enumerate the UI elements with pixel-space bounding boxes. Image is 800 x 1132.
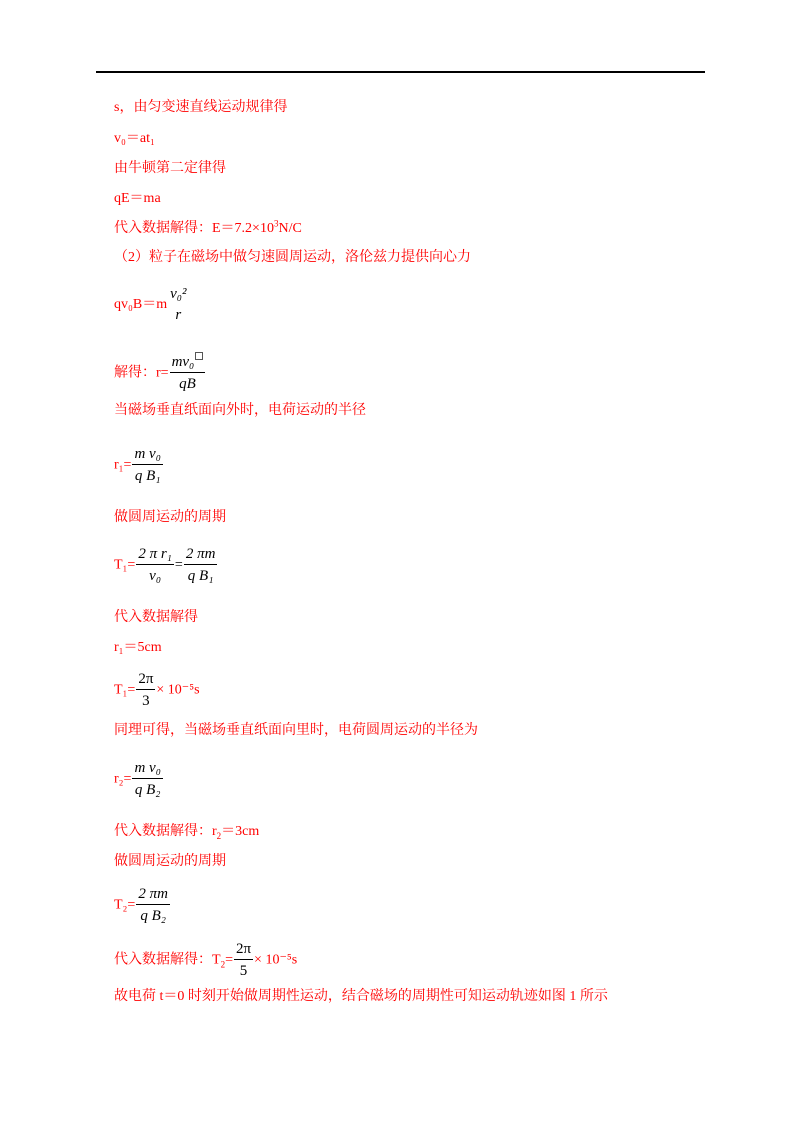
equation-lorentz <box>114 284 189 326</box>
fraction-denominator: qB <box>179 376 196 392</box>
fraction-denominator: q B₂ <box>140 908 166 924</box>
equation-r2 <box>114 758 164 801</box>
fraction-denominator: q B₁ <box>134 468 161 484</box>
fraction-numerator: 2 πm <box>184 544 218 565</box>
text-line: 当磁场垂直纸面向外时，电荷运动的半径 <box>114 403 366 418</box>
text-line: 由牛顿第二定律得 <box>114 161 226 176</box>
fraction <box>184 544 218 587</box>
T2v-tail: × 10⁻⁵s <box>254 952 298 968</box>
equation-T2-value: 代入数据解得：$T_2=$ $\frac{2\pi}{5}$ × 10⁻⁵s <box>114 939 297 982</box>
result-r2-value: ＝3cm <box>221 824 260 839</box>
fraction-numerator: m v₀ <box>132 758 162 779</box>
result-r1: r₁＝5cm <box>114 640 162 655</box>
unit: N/C <box>278 221 302 236</box>
fraction <box>132 758 162 801</box>
equation-qE: qE＝ma <box>114 191 161 206</box>
equation-T1-value <box>114 669 200 712</box>
fraction-numerator: 2 πm <box>136 884 170 905</box>
fraction <box>136 884 170 927</box>
text-line: 做圆周运动的周期 <box>114 510 226 525</box>
fraction-denominator: q B₂ <box>134 782 161 798</box>
fraction-denominator: q B₁ <box>187 568 214 584</box>
fraction-denominator: 5 <box>239 963 248 979</box>
fraction <box>136 544 174 587</box>
r1-lhs: r₁= <box>114 457 132 473</box>
fraction-numerator: 2 π r₁ <box>136 544 174 565</box>
header-rule <box>96 71 705 73</box>
T1v-lhs: T₁= <box>114 682 136 698</box>
T2-lhs: T₂= <box>114 897 136 913</box>
fraction <box>234 939 253 982</box>
text-line: s，由匀变速直线运动规律得 <box>114 100 288 115</box>
result-r2 <box>114 823 259 841</box>
equation-T2 <box>114 884 171 927</box>
equation-T1: T₁= $\frac{\text{2 π r₁}}{\text{v₀}}$ = $\frac{2 \pi m}{\text{q B₁}}$ <box>114 544 218 587</box>
fraction-denominator: v₀ <box>149 568 162 584</box>
text-line: （2）粒子在磁场中做匀速圆周运动，洛伦兹力提供向心力 <box>114 250 471 265</box>
text-line: 故电荷 t＝0 时刻开始做周期性运动，结合磁场的周期性可知运动轨迹如图 1 所示 <box>114 989 608 1004</box>
equation-r1 <box>114 444 164 487</box>
placeholder-box-icon <box>195 352 203 360</box>
fraction <box>136 669 155 712</box>
result-E <box>114 220 302 238</box>
result-E-text: 代入数据解得：E＝7.2×10 <box>114 221 274 236</box>
equation-v0: v₀＝at₁ <box>114 131 155 146</box>
subscript: 2 <box>220 959 226 970</box>
lorentz-lhs: qv₀B＝m <box>114 297 168 313</box>
T2v-label: 代入数据解得：T <box>114 952 221 968</box>
fraction <box>170 352 206 395</box>
text-line: 做圆周运动的周期 <box>114 854 226 869</box>
fraction-numerator: m v₀ <box>132 444 162 465</box>
fraction <box>132 444 162 487</box>
T1-lhs: T₁= <box>114 557 136 573</box>
fraction-denominator: 3 <box>142 693 150 709</box>
fraction-numerator: v₀² <box>170 286 187 302</box>
r-label: 解得：r= <box>114 365 169 381</box>
fraction-numerator <box>170 352 206 373</box>
equation-r <box>114 352 206 395</box>
fraction-numerator: 2π <box>136 669 155 690</box>
text-line: 同理可得，当磁场垂直纸面向里时，电荷圆周运动的半径为 <box>114 723 478 738</box>
fraction-numerator: 2π <box>234 939 253 960</box>
numerator-text: mv₀ <box>171 354 195 370</box>
subscript: 2 <box>216 830 222 841</box>
exponent: 3 <box>273 218 279 229</box>
fraction-denominator: r <box>175 307 182 323</box>
fraction <box>168 284 188 326</box>
text-line: 代入数据解得 <box>114 610 198 625</box>
r2-lhs: r₂= <box>114 771 132 787</box>
result-r2-text: 代入数据解得：r <box>114 824 217 839</box>
T1v-tail: × 10⁻⁵s <box>156 682 200 698</box>
